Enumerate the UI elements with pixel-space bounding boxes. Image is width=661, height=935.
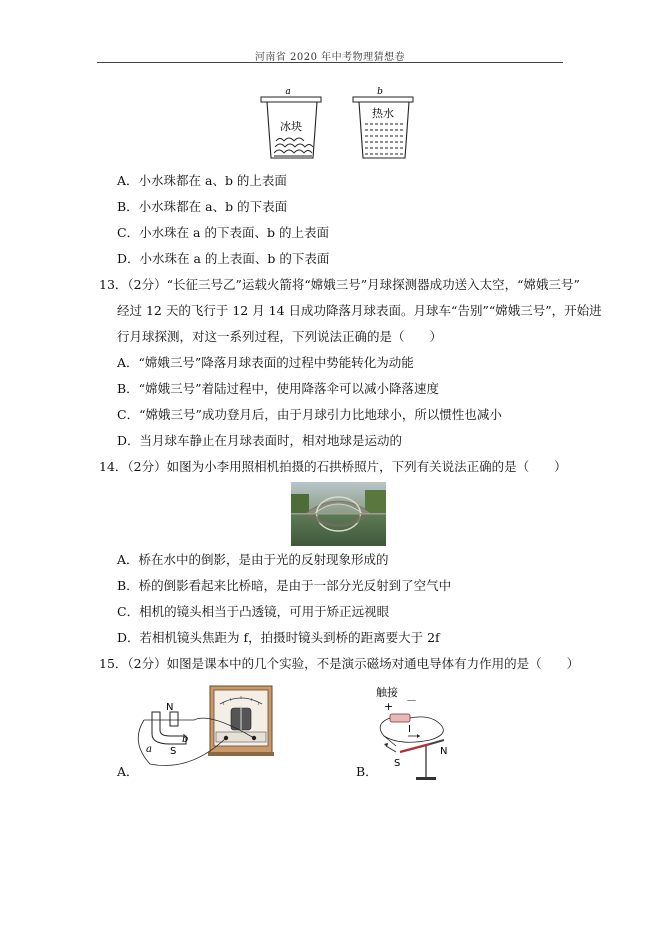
q14-option-b: B．桥的倒影看起来比桥暗，是由于一部分光反射到了空气中 xyxy=(117,578,452,593)
q15-figure-b xyxy=(370,684,480,784)
beaker-b xyxy=(353,87,413,158)
beaker-a-label: 冰块 xyxy=(280,120,302,133)
q13-stem-line-1: 13．（2分）“长征三号乙”运载火箭将“嫦娥三号”月球探测器成功送入太空，“嫦娥三号” xyxy=(99,277,580,292)
battery-plus-label: + xyxy=(384,700,394,713)
q14-option-c: C．相机的镜头相当于凸透镜，可用于矫正远视眼 xyxy=(117,604,390,619)
current-label: I xyxy=(408,724,411,735)
q15-figure-a xyxy=(130,682,280,772)
contact-label: 触接 xyxy=(376,686,398,699)
q12-beakers-figure xyxy=(255,84,415,164)
q13-stem-line-2: 经过 12 天的飞行于 12 月 14 日成功降落月球表面。月球车“告别”“嫦娥三号”，开始进 xyxy=(117,303,602,318)
beaker-a xyxy=(261,87,321,158)
battery-minus-label: － xyxy=(406,694,417,707)
q15-choice-b: B． xyxy=(356,764,378,779)
q13-option-a: A．“嫦娥三号”降落月球表面的过程中势能转化为动能 xyxy=(117,355,414,370)
beaker-b-tag: b xyxy=(377,87,383,97)
q12-option-b: B．小水珠都在 a、b 的下表面 xyxy=(117,199,288,214)
q13-option-d: D．当月球车静止在月球表面时，相对地球是运动的 xyxy=(117,433,403,448)
beaker-b-label: 热水 xyxy=(372,107,394,120)
header-rule xyxy=(97,62,563,63)
magnet-n-label: N xyxy=(166,702,174,713)
magnet-s-label: S xyxy=(170,746,177,757)
beaker-a-tag: a xyxy=(285,87,291,97)
needle-s-label: S xyxy=(394,758,401,769)
conductor-a-label: a xyxy=(146,744,152,755)
q13-option-b: B．“嫦娥三号”着陆过程中，使用降落伞可以减小降落速度 xyxy=(117,381,439,396)
q14-stem: 14．（2分）如图为小李用照相机拍摄的石拱桥照片，下列有关说法正确的是（ ） xyxy=(99,459,567,474)
q15-choice-a: A． xyxy=(117,764,139,779)
q12-option-a: A．小水珠都在 a、b 的上表面 xyxy=(117,173,287,188)
page-header: 河南省 2020 年中考物理猜想卷 xyxy=(254,52,406,63)
q12-option-d: D．小水珠在 a 的上表面、b 的下表面 xyxy=(117,251,330,266)
needle-n-label: N xyxy=(440,746,448,757)
q14-option-a: A．桥在水中的倒影，是由于光的反射现象形成的 xyxy=(117,552,389,567)
q14-option-d: D．若相机镜头焦距为 f，拍摄时镜头到桥的距离要大于 2f xyxy=(117,630,440,645)
q12-option-c: C．小水珠在 a 的下表面、b 的上表面 xyxy=(117,225,329,240)
q15-stem: 15．（2分）如图是课本中的几个实验，不是演示磁场对通电导体有力作用的是（ ） xyxy=(99,656,580,671)
q13-stem-line-3: 行月球探测，对这一系列过程，下列说法正确的是（ ） xyxy=(117,329,443,344)
stone-arch-bridge-photo xyxy=(291,482,386,546)
conductor-b-label: b xyxy=(182,734,189,745)
q13-option-c: C．“嫦娥三号”成功登月后，由于月球引力比地球小，所以惯性也减小 xyxy=(117,407,502,422)
